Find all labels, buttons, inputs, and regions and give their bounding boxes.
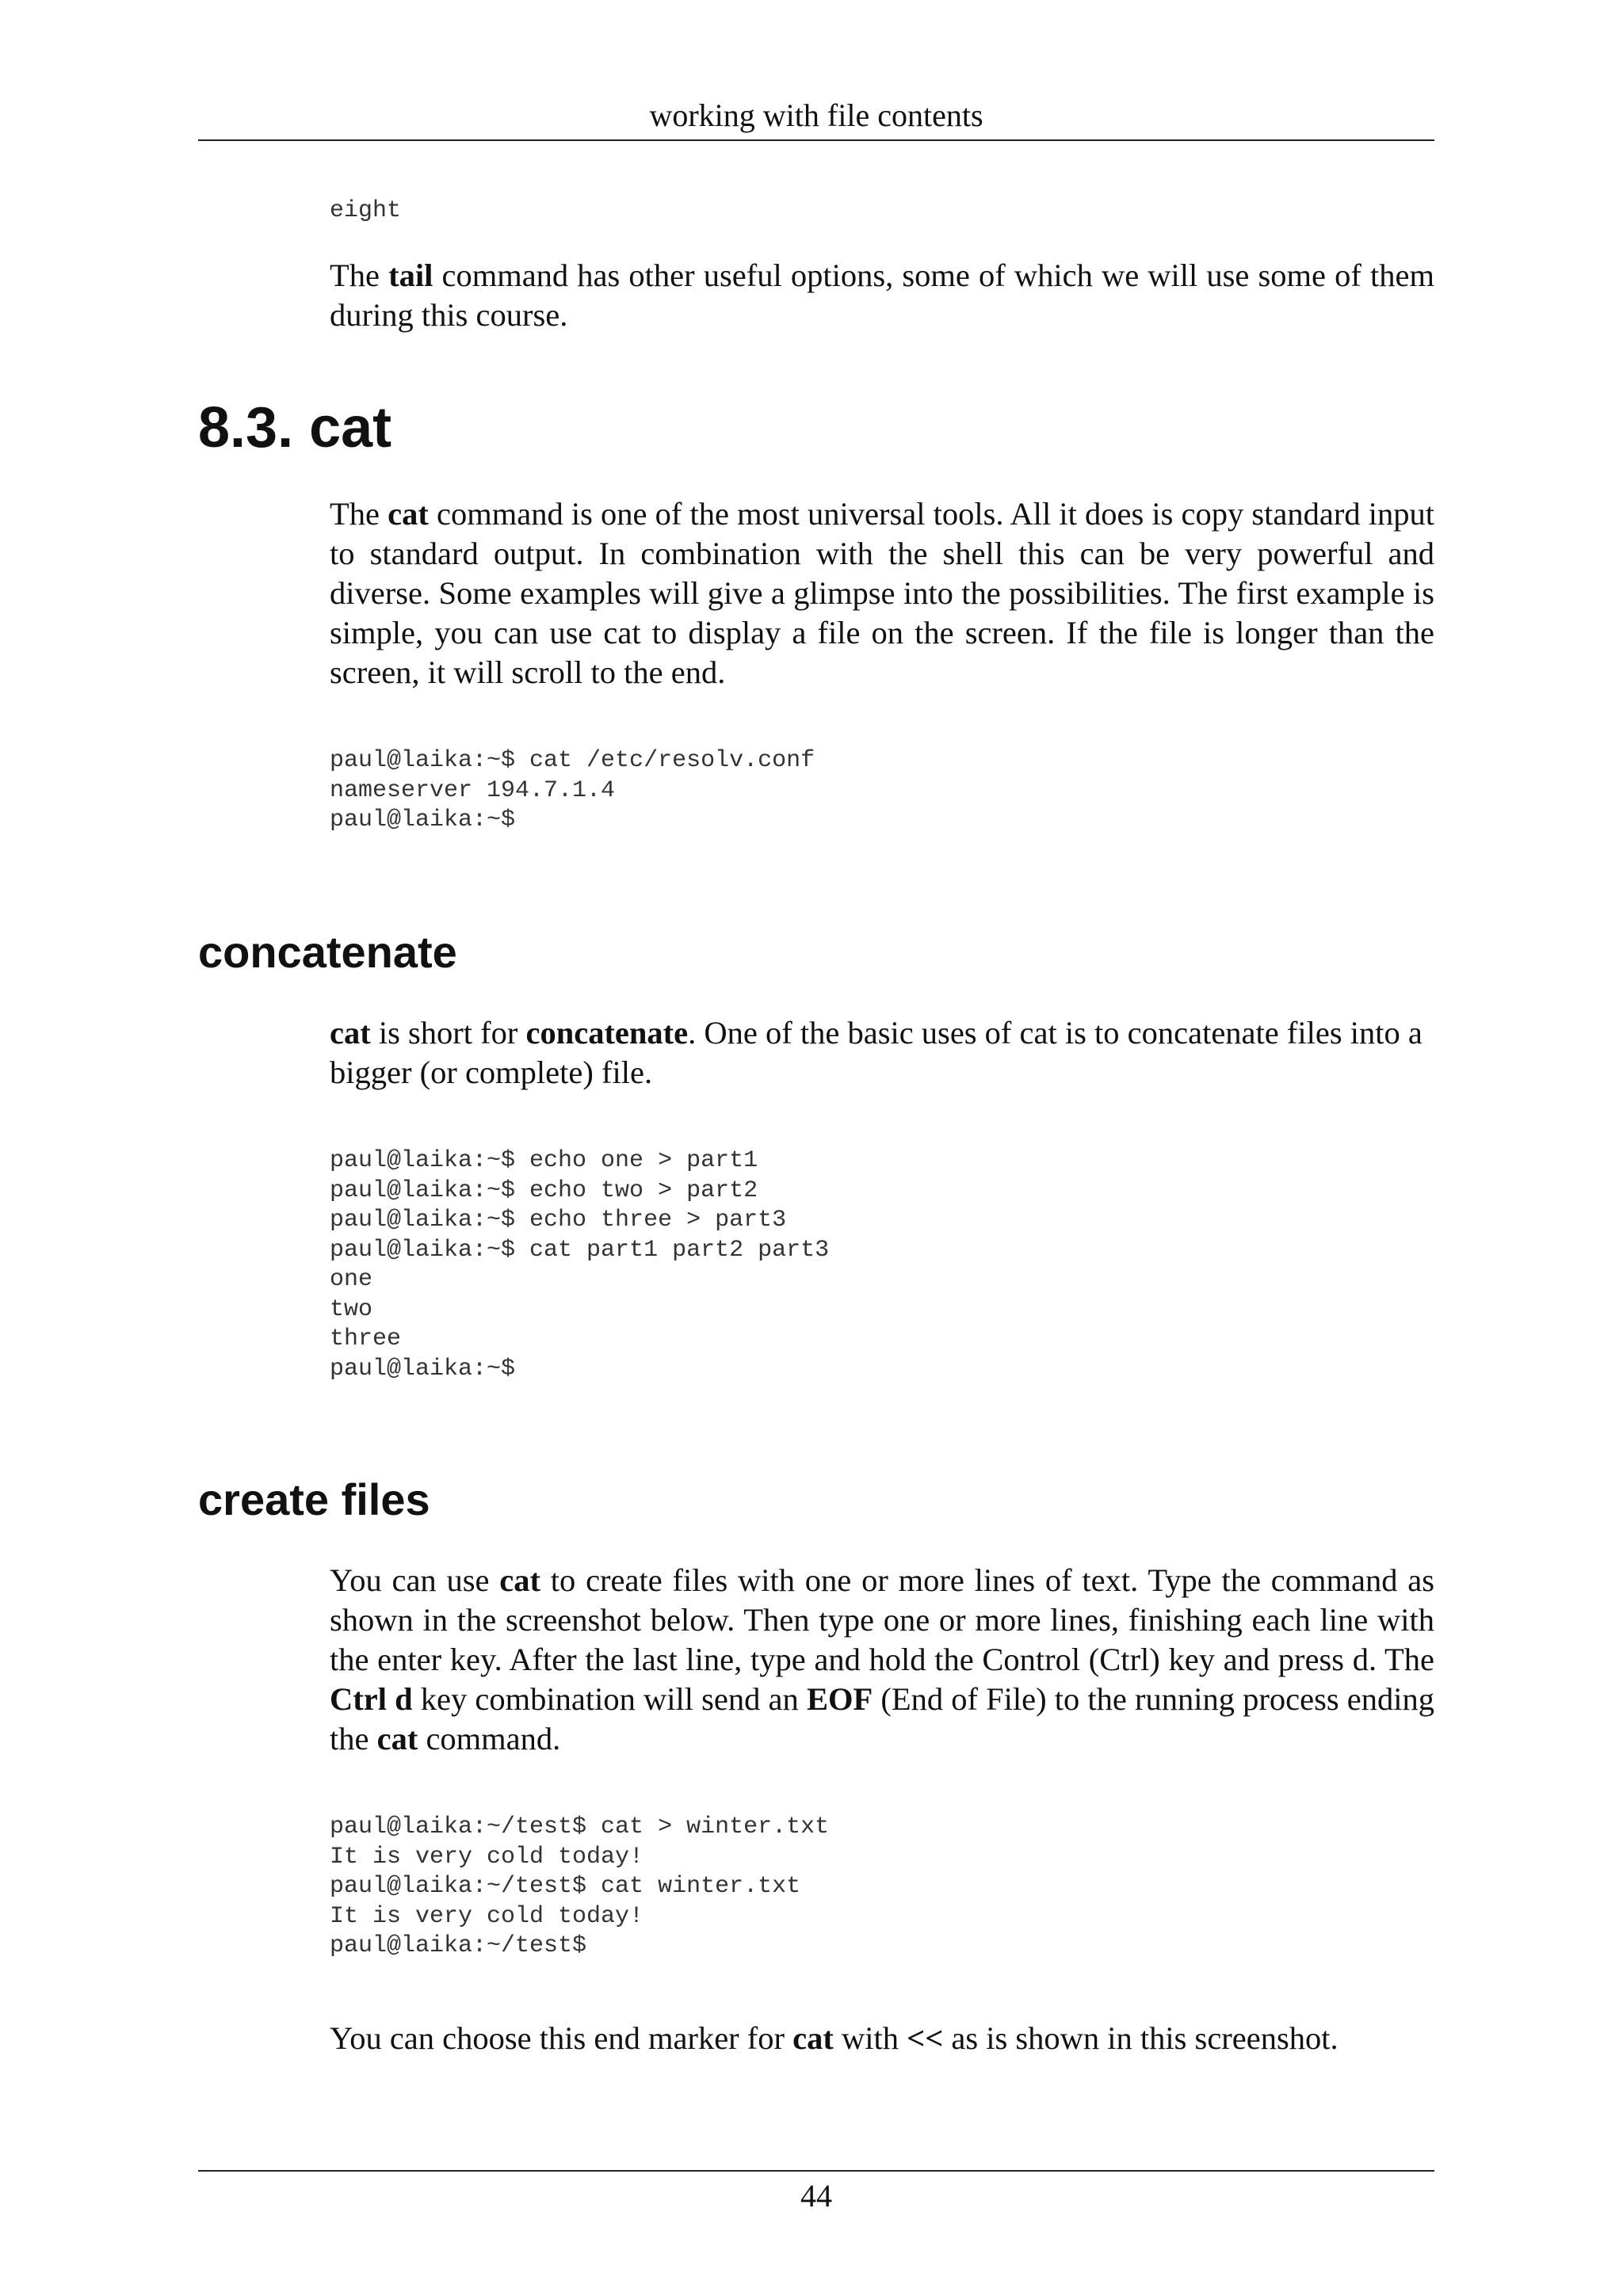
paragraph-cat-intro: The cat command is one of the most universal tools. All it does is copy standard input to standard output. In combination with the shell this can be very powerful and diverse. Some examples will give a glimpse into the possibilities. The first example is simple, you can use cat to display a file on the screen. If the file is longer than the screen, it will scroll to the end. [330, 496, 1434, 690]
code-block-concatenate: paul@laika:~$ echo one > part1 paul@laika:~$ echo two > part2 paul@laika:~$ echo three > part3 paul@laika:~$ cat part1 part2 part3 one two three paul@laika:~$ [330, 1147, 830, 1383]
section-heading-cat: 8.3. cat [198, 396, 392, 460]
subheading-create-files: create files [198, 1474, 430, 1524]
paragraph-tail-options: The tail command has other useful options, some of which we will use some of them during this course. [330, 257, 1434, 333]
paragraph-create-files: You can use cat to create files with one or more lines of text. Type the command as shown in the screenshot below. Then type one or more lines, finishing each line with the enter key. After the last line, type and hold the Control (Ctrl) key and press d. The Ctrl d key combination will send an EOF (End of File) to the running process ending the cat command. [330, 1562, 1434, 1756]
code-block-winter: paul@laika:~/test$ cat > winter.txt It is very cold today! paul@laika:~/test$ cat winter.txt It is very cold today! paul@laika:~/test$ [330, 1814, 830, 1959]
code-block-tail: eight [330, 197, 402, 224]
header-rule [198, 139, 1434, 141]
code-block-resolv: paul@laika:~$ cat /etc/resolv.conf nameserver 194.7.1.4 paul@laika:~$ [330, 747, 815, 833]
paragraph-end-marker: You can choose this end marker for cat with << as is shown in this screenshot. [330, 2020, 1338, 2056]
running-header: working with file contents [649, 97, 983, 133]
footer-rule [198, 2170, 1434, 2172]
paragraph-concatenate: cat is short for concatenate. One of the basic uses of cat is to concatenate files into a bigger (or complete) file. [330, 1015, 1423, 1090]
subheading-concatenate: concatenate [198, 927, 457, 977]
page-number: 44 [800, 2178, 832, 2214]
